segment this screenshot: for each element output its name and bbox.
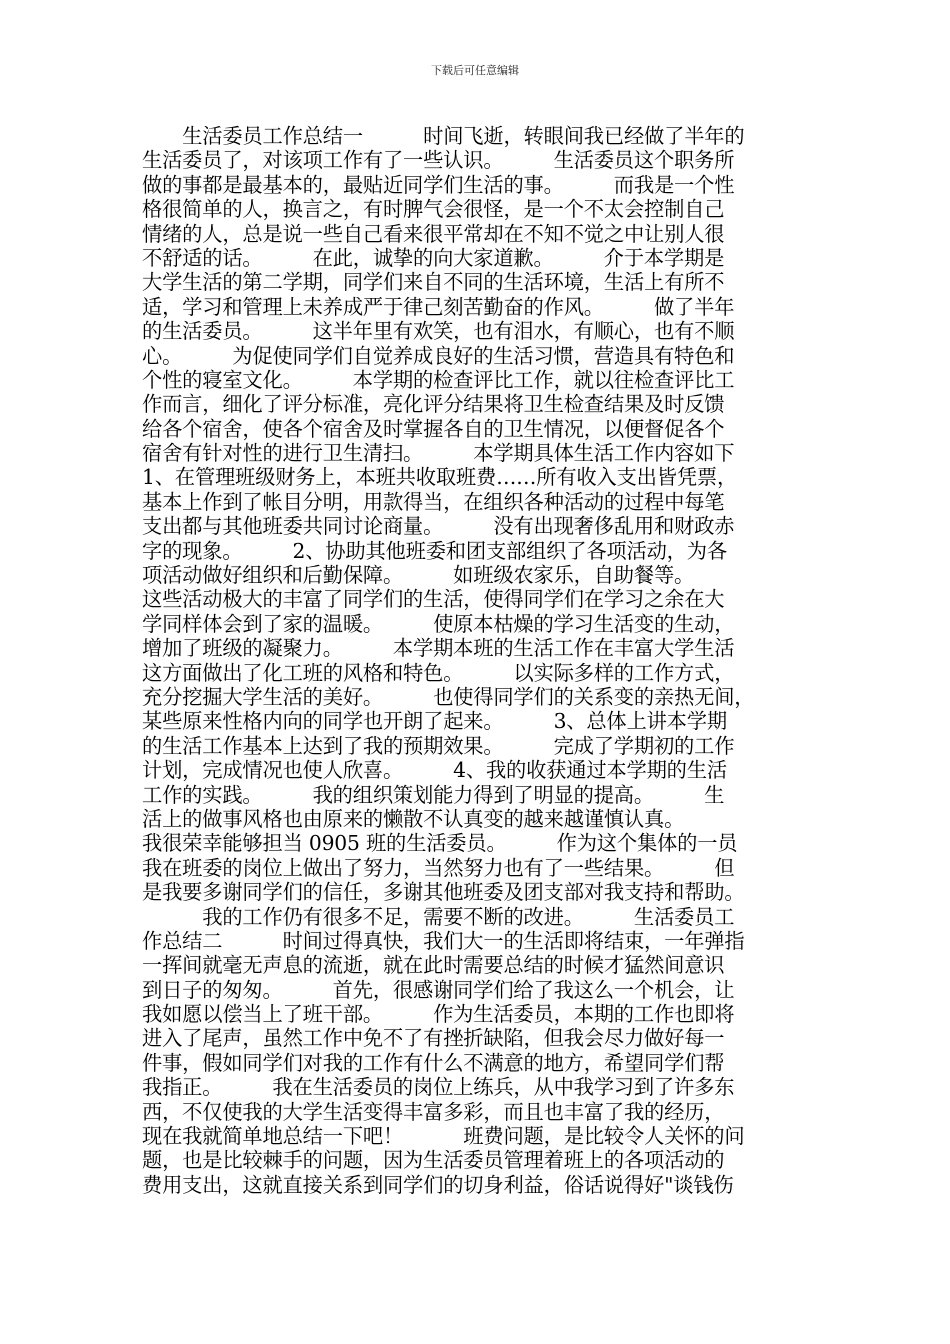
- text-line: 我指正。 我在生活委员的岗位上练兵，从中我学习到了许多东: [142, 1075, 735, 1100]
- text-line: 格很简单的人，换言之，有时脾气会很怪，是一个不太会控制自己: [142, 197, 725, 222]
- text-line: 做的事都是最基本的，最贴近同学们生活的事。 而我是一个性: [142, 172, 735, 197]
- text-line: 费用支出，这就直接关系到同学们的切身利益，俗话说得好"谈钱伤: [142, 1172, 734, 1197]
- text-line: 我如愿以偿当上了班干部。 作为生活委员，本期的工作也即将: [142, 1002, 735, 1027]
- text-line: 我很荣幸能够担当 0905 班的生活委员。 作为这个集体的一员: [142, 831, 738, 856]
- text-line: 这方面做出了化工班的风格和特色。 以实际多样的工作方式，: [142, 660, 735, 685]
- text-line: 个性的寝室文化。 本学期的检查评比工作，就以往检查评比工: [142, 367, 735, 392]
- text-line: 计划，完成情况也使人欣喜。 4、我的收获通过本学期的生活: [142, 758, 727, 783]
- page-header: 下载后可任意编辑: [431, 64, 519, 77]
- text-line: 学同样体会到了家的温暖。 使原本枯燥的学习生活变的生动，: [142, 611, 735, 636]
- text-line: 作而言，细化了评分标准，亮化评分结果将卫生检查结果及时反馈: [142, 392, 725, 417]
- text-line: 的生活工作基本上达到了我的预期效果。 完成了学期初的工作: [142, 733, 735, 758]
- text-line: 现在我就简单地总结一下吧！ 班费问题，是比较令人关怀的问: [142, 1124, 745, 1149]
- text-line: 作总结二 时间过得真快，我们大一的生活即将结束，一年弹指: [142, 928, 745, 953]
- text-line: 生活委员了，对该项工作有了一些认识。 生活委员这个职务所: [142, 148, 735, 173]
- text-line: 增加了班级的凝聚力。 本学期本班的生活工作在丰富大学生活: [142, 636, 735, 661]
- text-line: 支出都与其他班委共同讨论商量。 没有出现奢侈乱用和财政赤: [142, 514, 735, 539]
- text-line: 是我要多谢同学们的信任，多谢其他班委及团支部对我支持和帮助。: [142, 880, 745, 905]
- text-line: 不舒适的话。 在此，诚挚的向大家道歉。 介于本学期是: [142, 245, 725, 270]
- text-line: 我的工作仍有很多不足，需要不断的改进。 生活委员工: [142, 904, 735, 929]
- text-line: 心。 为促使同学们自觉养成良好的生活习惯，营造具有特色和: [142, 343, 735, 368]
- text-line: 情绪的人，总是说一些自己看来很平常却在不知不觉之中让别人很: [142, 221, 725, 246]
- text-line: 生活委员工作总结一 时间飞逝，转眼间我已经做了半年的: [142, 124, 745, 148]
- text-line: 进入了尾声，虽然工作中免不了有挫折缺陷，但我会尽力做好每一: [142, 1026, 725, 1051]
- text-line: 件事，假如同学们对我的工作有什么不满意的地方，希望同学们帮: [142, 1050, 725, 1075]
- text-line: 的生活委员。 这半年里有欢笑，也有泪水，有顺心，也有不顺: [142, 319, 735, 344]
- text-line: 充分挖掘大学生活的美好。 也使得同学们的关系变的亲热无间，: [142, 684, 755, 709]
- text-line: 大学生活的第二学期，同学们来自不同的生活环境，生活上有所不: [142, 270, 725, 295]
- document-body: [142, 124, 825, 1197]
- text-line: 某些原来性格内向的同学也开朗了起来。 3、总体上讲本学期: [142, 709, 727, 734]
- text-line: 项活动做好组织和后勤保障。 如班级农家乐，自助餐等。: [142, 563, 695, 588]
- text-line: 我在班委的岗位上做出了努力，当然努力也有了一些结果。 但: [142, 855, 735, 880]
- text-line: 一挥间就毫无声息的流逝，就在此时需要总结的时候才猛然间意识: [142, 953, 725, 978]
- text-line: 西，不仅使我的大学生活变得丰富多彩，而且也丰富了我的经历，: [142, 1099, 725, 1124]
- text-line: 题，也是比较棘手的问题，因为生活委员管理着班上的各项活动的: [142, 1148, 725, 1173]
- text-line: 适，学习和管理上未养成严于律己刻苦勤奋的作风。 做了半年: [142, 294, 735, 319]
- text-line: 基本上作到了帐目分明，用款得当，在组织各种活动的过程中每笔: [142, 489, 725, 514]
- text-line: 给各个宿舍，使各个宿舍及时掌握各自的卫生情况，以便督促各个: [142, 416, 725, 441]
- text-line: 字的现象。 2、协助其他班委和团支部组织了各项活动，为各: [142, 538, 727, 563]
- text-line: 宿舍有针对性的进行卫生清扫。 本学期具体生活工作内容如下: [142, 441, 735, 466]
- text-line: 工作的实践。 我的组织策划能力得到了明显的提高。 生: [142, 782, 725, 807]
- text-line: 到日子的匆匆。 首先，很感谢同学们给了我这么一个机会，让: [142, 977, 735, 1002]
- text-line: 这些活动极大的丰富了同学们的生活，使得同学们在学习之余在大: [142, 587, 725, 612]
- text-line: 活上的做事风格也由原来的懒散不认真变的越来越谨慎认真。: [142, 806, 685, 831]
- text-line: 1、在管理班级财务上，本班共收取班费……所有收入支出皆凭票，: [142, 465, 738, 490]
